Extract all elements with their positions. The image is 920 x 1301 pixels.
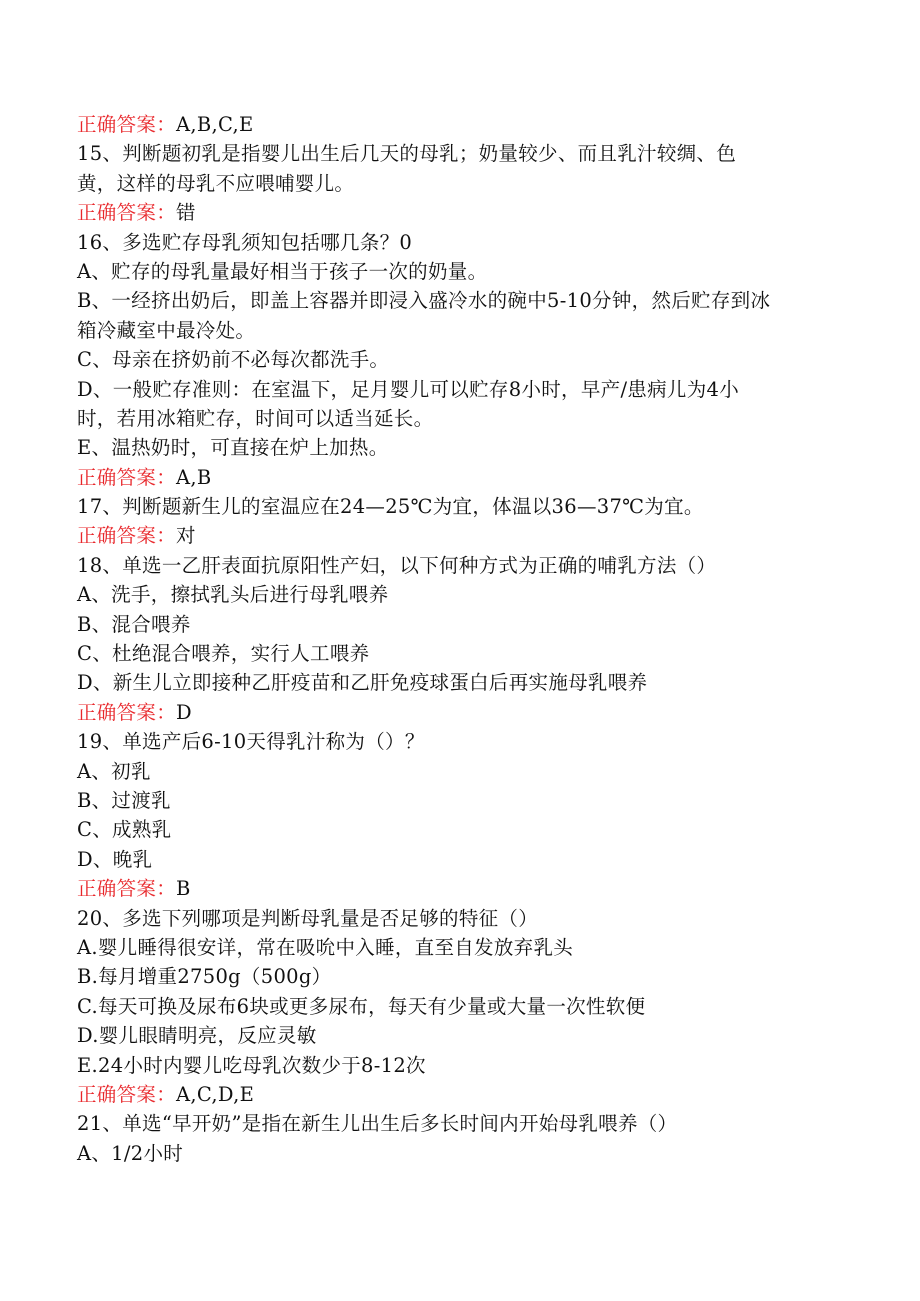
answer-value: B: [176, 877, 191, 901]
answer-label: 正确答案：: [77, 877, 177, 901]
text-line: C、母亲在挤奶前不必每次都洗手。: [77, 348, 390, 372]
answer-label: 正确答案：: [77, 465, 177, 489]
answer-line: [77, 463, 837, 492]
answer-value: A,C,D,E: [176, 1082, 255, 1106]
answer-label: 正确答案：: [77, 1082, 177, 1106]
answer-value: 对: [176, 524, 196, 548]
text-line: A.婴儿睡得很安详，常在吸吮中入睡，直至自发放弃乳头: [77, 935, 574, 959]
text-line: A、贮存的母乳量最好相当于孩子一次的奶量。: [77, 259, 488, 283]
answer-value: A,B: [176, 465, 212, 489]
text-line: 15、判断题初乳是指婴儿出生后几天的母乳；奶量较少、而且乳汁较绸、色: [77, 142, 737, 166]
text-line: B.每月增重2750g（500g）: [77, 965, 332, 989]
text-line: 21、单选“早开奶”是指在新生儿出生后多长时间内开始母乳喂养（）: [77, 1112, 678, 1136]
answer-label: 正确答案：: [77, 524, 177, 548]
answer-line: [77, 698, 837, 727]
answer-label: 正确答案：: [77, 201, 177, 225]
text-line: 时，若用冰箱贮存，时间可以适当延长。: [77, 406, 434, 430]
text-line: E.24小时内婴儿吃母乳次数少于8-12次: [77, 1053, 426, 1077]
answer-value: 错: [176, 201, 196, 225]
answer-line: [77, 110, 837, 139]
answer-value: A,B,C,E: [176, 113, 254, 136]
text-line: 18、单选一乙肝表面抗原阳性产妇，以下何种方式为正确的哺乳方法（）: [77, 553, 717, 577]
text-line: C、成熟乳: [77, 818, 172, 842]
text-line: C、杜绝混合喂养，实行人工喂养: [77, 642, 370, 666]
text-line: D.婴儿眼睛明亮，反应灵敏: [77, 1024, 317, 1048]
answer-line: [77, 521, 837, 550]
text-line: 16、多选贮存母乳须知包括哪几条？0: [77, 230, 413, 254]
text-line: C.每天可换及尿布6块或更多尿布，每天有少量或大量一次性软便: [77, 994, 646, 1018]
text-line: 20、多选下列哪项是判断母乳量是否足够的特征（）: [77, 906, 539, 930]
answer-label: 正确答案：: [77, 700, 177, 724]
text-line: D、一般贮存准则：在室温下，足月婴儿可以贮存8小时，早产/患病儿为4小: [77, 377, 740, 401]
text-line: 箱冷藏室中最冷处。: [77, 318, 256, 342]
text-line: 黄，这样的母乳不应喂哺婴儿。: [77, 171, 355, 195]
text-line: B、混合喂养: [77, 612, 191, 636]
answer-value: D: [176, 700, 192, 724]
text-line: D、晚乳: [77, 847, 153, 871]
text-line: E、温热奶时，可直接在炉上加热。: [77, 436, 389, 460]
text-line: 17、判断题新生儿的室温应在24—25℃为宜，体温以36—37℃为宜。: [77, 495, 704, 519]
document-page: [77, 110, 837, 1168]
answer-line: [77, 874, 837, 903]
text-line: 19、单选产后6-10天得乳汁称为（）？: [77, 730, 425, 754]
text-line: D、新生儿立即接种乙肝疫苗和乙肝免疫球蛋白后再实施母乳喂养: [77, 671, 648, 695]
text-line: B、一经挤出奶后，即盖上容器并即浸入盛冷水的碗中5-10分钟，然后贮存到冰: [77, 289, 771, 313]
text-line: A、洗手，擦拭乳头后进行母乳喂养: [77, 583, 389, 607]
text-line: B、过渡乳: [77, 788, 171, 812]
answer-label: 正确答案：: [77, 113, 177, 136]
answer-line: [77, 1080, 837, 1109]
text-line: A、初乳: [77, 759, 151, 783]
text-line: A、1/2小时: [77, 1141, 184, 1165]
answer-line: [77, 198, 837, 227]
